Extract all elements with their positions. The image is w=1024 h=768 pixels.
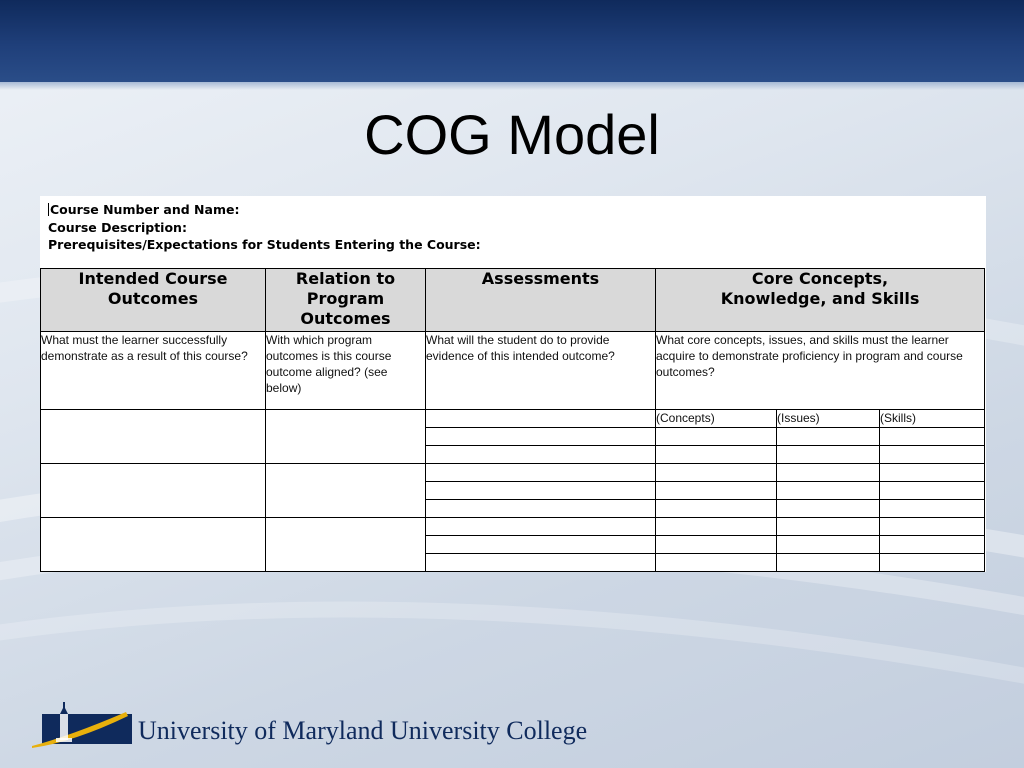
skills-cell[interactable] xyxy=(880,482,985,500)
issues-cell[interactable] xyxy=(777,554,880,572)
desc-intended-outcomes: What must the learner successfully demonstrate as a result of this course? xyxy=(41,332,266,410)
umuc-logo xyxy=(30,700,132,750)
header-intended-outcomes: Intended Course Outcomes xyxy=(41,269,266,332)
issues-cell[interactable] xyxy=(777,500,880,518)
assessment-cell[interactable] xyxy=(426,536,656,554)
concepts-cell[interactable] xyxy=(656,536,777,554)
issues-cell[interactable] xyxy=(777,518,880,536)
skills-cell[interactable] xyxy=(880,464,985,482)
concepts-cell[interactable] xyxy=(656,518,777,536)
relation-cell[interactable] xyxy=(266,518,426,572)
issues-cell[interactable] xyxy=(777,482,880,500)
description-row xyxy=(41,332,985,410)
header-assessments: Assessments xyxy=(426,269,656,332)
issues-cell[interactable] xyxy=(777,464,880,482)
skills-cell[interactable] xyxy=(880,428,985,446)
skills-cell[interactable] xyxy=(880,554,985,572)
table-row xyxy=(41,410,985,428)
concepts-cell[interactable] xyxy=(656,446,777,464)
header-row xyxy=(41,269,985,332)
concepts-cell[interactable] xyxy=(656,428,777,446)
desc-core-concepts: What core concepts, issues, and skills must the learner acquire to demonstrate proficiency in program and course outcomes? xyxy=(656,332,985,410)
top-banner xyxy=(0,0,1024,82)
issues-cell[interactable] xyxy=(777,446,880,464)
relation-cell[interactable] xyxy=(266,410,426,464)
assessment-cell[interactable] xyxy=(426,482,656,500)
outcome-cell[interactable] xyxy=(41,410,266,464)
desc-relation-program: With which program outcomes is this course outcome aligned? (see below) xyxy=(266,332,426,410)
assessment-cell[interactable] xyxy=(426,518,656,536)
subheader-concepts: (Concepts) xyxy=(656,410,777,428)
header-relation-program: Relation to Program Outcomes xyxy=(266,269,426,332)
concepts-cell[interactable] xyxy=(656,482,777,500)
assessment-cell[interactable] xyxy=(426,428,656,446)
subheader-skills: (Skills) xyxy=(880,410,985,428)
prerequisites-line: Prerequisites/Expectations for Students Entering the Course: xyxy=(48,237,481,252)
assessment-cell[interactable] xyxy=(426,500,656,518)
issues-cell[interactable] xyxy=(777,536,880,554)
cog-document xyxy=(40,196,986,572)
issues-cell[interactable] xyxy=(777,428,880,446)
concepts-cell[interactable] xyxy=(656,554,777,572)
course-header xyxy=(48,201,481,254)
skills-cell[interactable] xyxy=(880,446,985,464)
table-row xyxy=(41,518,985,536)
desc-assessments: What will the student do to provide evidence of this intended outcome? xyxy=(426,332,656,410)
course-description-line: Course Description: xyxy=(48,219,187,235)
skills-cell[interactable] xyxy=(880,536,985,554)
header-core-concepts: Core Concepts, Knowledge, and Skills xyxy=(656,269,985,332)
assessment-cell[interactable] xyxy=(426,554,656,572)
course-number-line: Course Number and Name: xyxy=(50,202,240,217)
concepts-cell[interactable] xyxy=(656,500,777,518)
outcome-cell[interactable] xyxy=(41,518,266,572)
assessment-cell[interactable] xyxy=(426,464,656,482)
assessment-cell[interactable] xyxy=(426,410,656,428)
cog-table xyxy=(40,268,985,572)
relation-cell[interactable] xyxy=(266,464,426,518)
college-name: University of Maryland University College xyxy=(138,716,588,745)
assessment-cell[interactable] xyxy=(426,446,656,464)
text-cursor xyxy=(48,203,49,216)
skills-cell[interactable] xyxy=(880,518,985,536)
outcome-cell[interactable] xyxy=(41,464,266,518)
table-row xyxy=(41,464,985,482)
concepts-cell[interactable] xyxy=(656,464,777,482)
slide-title: COG Model xyxy=(364,103,660,166)
top-banner-edge xyxy=(0,82,1024,90)
subheader-issues: (Issues) xyxy=(777,410,880,428)
skills-cell[interactable] xyxy=(880,500,985,518)
